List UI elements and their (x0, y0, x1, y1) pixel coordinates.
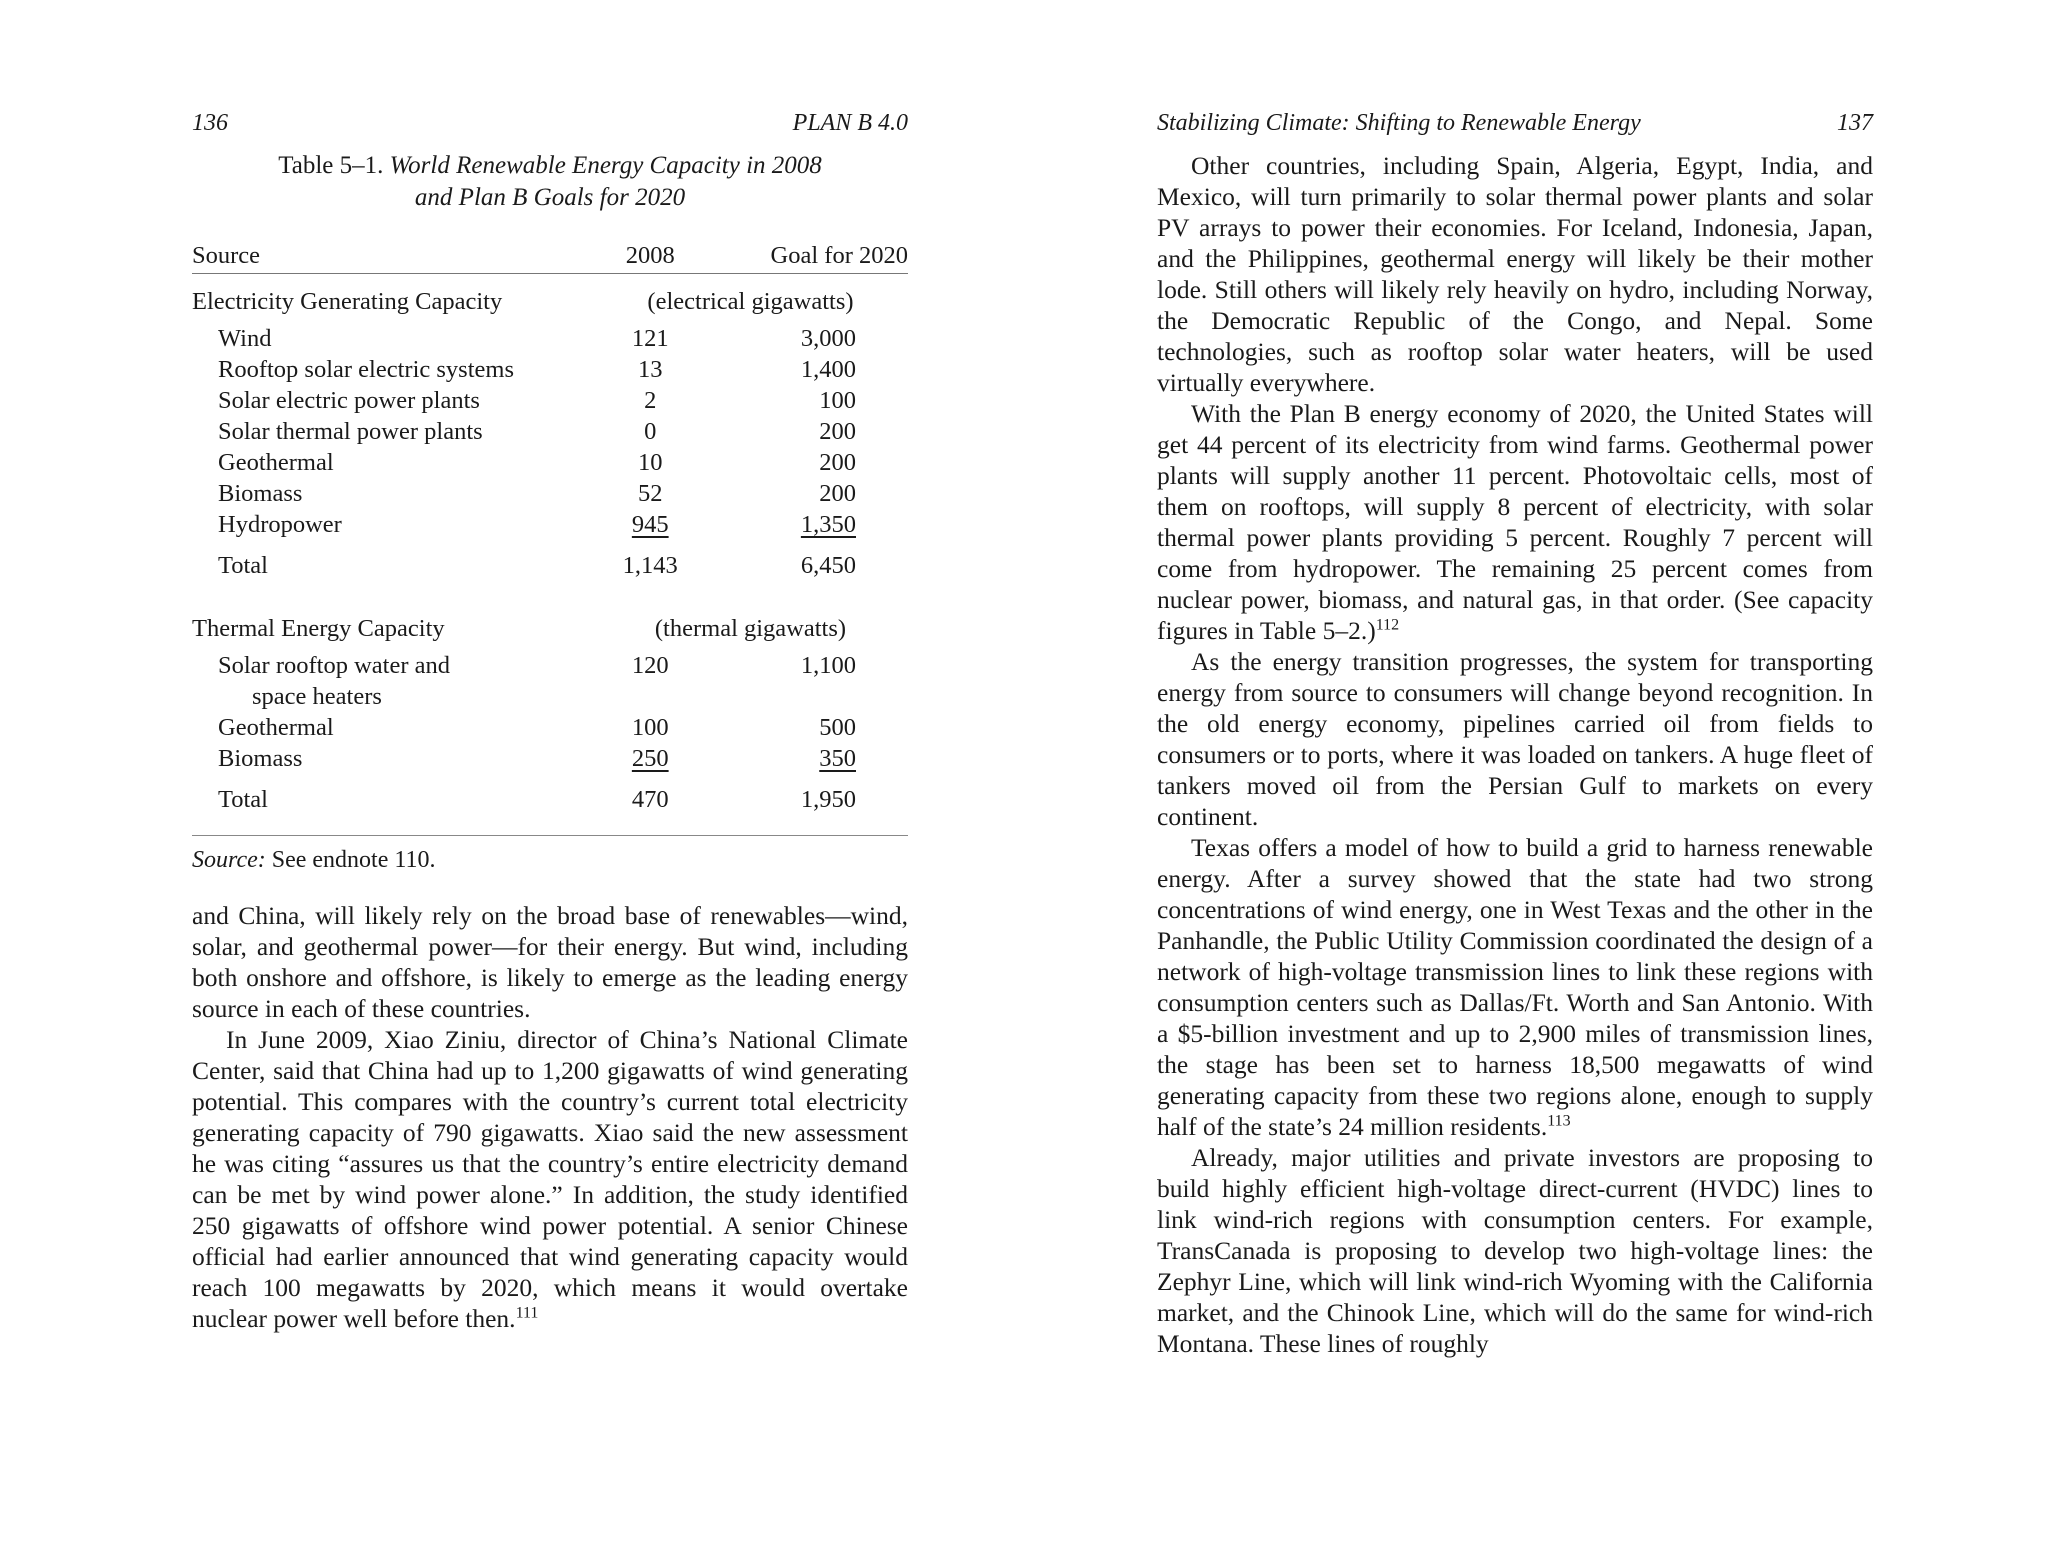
table-row (192, 650, 908, 712)
row-label (192, 650, 593, 712)
section-electricity (192, 274, 908, 324)
right-body-text (1157, 150, 1873, 1359)
total-value-2008: 1,143 (622, 552, 678, 579)
row-value-2008: 250 (631, 745, 669, 772)
paragraph: Already, major utilities and private investors are proposing to build highly efficient high-voltage direct-current (HVDC) lines to link wind-rich regions with consumption centers. For example, TransCanada is proposing to develop two high-voltage lines: the Zephyr Line, which will link wind-rich Wyoming with the California market, and the Chinook Line, which will do the same for wind-rich Montana. These lines of roughly (1157, 1143, 1873, 1358)
row-label: Rooftop solar electric systems (218, 356, 514, 383)
paragraph-text: With the Plan B energy economy of 2020, the United States will get 44 percent of its electricity from wind farms. Geothermal power plants will supply another 11 percent. Photovoltaic cells, most of them on rooftops, will supply 8 percent of electricity, with solar thermal power plants providing 5 percent. Roughly 7 percent will come from hydropower. The remaining 25 percent comes from nuclear power, biomass, and natural gas, in that order. (See capacity figures in Table 5–2.) (1157, 399, 1873, 645)
left-body-text (192, 900, 908, 1334)
row-label-line1: Solar rooftop water and (218, 652, 450, 679)
right-page (1157, 110, 1873, 1359)
row-value-goal: 350 (819, 745, 856, 772)
header-source: Source (192, 240, 593, 274)
row-label: Biomass (218, 745, 303, 772)
page-number-right: 137 (1837, 110, 1873, 136)
row-label: Geothermal (218, 449, 334, 476)
section-thermal (192, 601, 908, 650)
paragraph-text: In June 2009, Xiao Ziniu, director of China’s National Climate Center, said that China had up to 1,200 gigawatts of wind generating potential. This compares with the country’s current total electricity generating capacity of 790 gigawatts. Xiao said the new assessment he was citing “assures us that the country’s entire electricity demand can be met by wind power alone.” In addition, the study identified 250 gigawatts of offshore wind power potential. A senior Chinese official had earlier announced that wind generating capacity would reach 100 megawatts by 2020, which means it would overtake nuclear power well before then. (192, 1025, 908, 1333)
row-label: Hydropower (218, 511, 342, 538)
left-page (192, 110, 908, 1334)
table-caption-prefix: Table 5–1. (278, 152, 384, 179)
row-value-2008: 52 (637, 480, 663, 507)
table-row (192, 447, 908, 478)
right-page-header (1157, 110, 1873, 150)
table-caption-title-line2: and Plan B Goals for 2020 (414, 184, 686, 211)
table-row (192, 478, 908, 509)
row-value-2008: 13 (637, 356, 663, 383)
row-value-goal: 3,000 (800, 325, 856, 352)
row-label: Solar thermal power plants (218, 418, 483, 445)
running-head-left: PLAN B 4.0 (792, 110, 908, 136)
left-page-header (192, 110, 908, 150)
row-value-2008: 100 (631, 714, 669, 741)
row-value-2008: 2 (644, 387, 657, 414)
section-title: Thermal Energy Capacity (192, 615, 445, 642)
row-label: Wind (218, 325, 272, 352)
table-source-note (192, 835, 908, 876)
running-head-right: Stabilizing Climate: Shifting to Renewable Energy (1157, 110, 1641, 136)
row-value-2008: 121 (631, 325, 669, 352)
row-label: Geothermal (218, 714, 334, 741)
total-row (192, 774, 908, 815)
total-value-goal: 6,450 (800, 552, 856, 579)
endnote-ref: 113 (1547, 1112, 1571, 1130)
table-row (192, 712, 908, 743)
row-value-goal: 200 (819, 449, 856, 476)
table-row (192, 416, 908, 447)
row-value-2008: 120 (631, 652, 669, 679)
paragraph-text: Texas offers a model of how to build a grid to harness renewable energy. After a survey showed that the state had two strong concentrations of wind energy, one in West Texas and the other in the Panhandle, the Public Utility Commission coordinated the design of a network of high-voltage transmission lines to link these regions with consumption centers such as Dallas/Ft. Worth and San Antonio. With a $5-billion investment and up to 2,900 miles of transmission lines, the stage has been set to harness 18,500 megawatts of wind generating capacity from these two regions alone, enough to supply half of the state’s 24 million residents. (1157, 833, 1873, 1141)
row-value-goal: 200 (819, 418, 856, 445)
row-value-goal: 1,350 (800, 511, 856, 538)
endnote-ref: 112 (1375, 616, 1400, 634)
row-value-2008: 0 (644, 418, 657, 445)
table-row (192, 354, 908, 385)
total-row (192, 540, 908, 581)
table-header-row (192, 240, 908, 274)
header-goal-2020: Goal for 2020 (708, 240, 908, 274)
row-value-goal: 1,400 (800, 356, 856, 383)
source-text: See endnote 110. (265, 847, 436, 873)
paragraph: As the energy transition progresses, the system for transporting energy from source to consumers will change beyond recognition. In the old energy economy, pipelines carried oil from fields to consumers or to ports, where it was loaded on tankers. A huge fleet of tankers moved oil from the Persian Gulf to markets on every continent. (1157, 647, 1873, 831)
header-2008: 2008 (593, 240, 708, 274)
paragraph: Other countries, including Spain, Algeria, Egypt, India, and Mexico, will turn primarily to solar thermal power plants and solar PV arrays to power their economies. For Iceland, Indonesia, Japan, and the Philippines, geothermal energy will likely be their mother lode. Still others will likely rely heavily on hydro, including Norway, the Democratic Republic of the Congo, and Nepal. Some technologies, such as rooftop solar water heaters, will be used virtually everywhere. (1157, 151, 1873, 397)
total-value-goal: 1,950 (800, 786, 856, 813)
row-value-goal: 1,100 (800, 652, 856, 679)
section-title: Electricity Generating Capacity (192, 288, 503, 315)
table-row (192, 385, 908, 416)
row-value-2008: 945 (631, 511, 669, 538)
table-row (192, 743, 908, 774)
row-value-2008: 10 (637, 449, 663, 476)
endnote-ref: 111 (515, 1304, 539, 1322)
row-value-goal: 500 (819, 714, 856, 741)
paragraph (1157, 398, 1873, 646)
paragraph (192, 1024, 908, 1334)
row-label: Biomass (218, 480, 303, 507)
row-label: Solar electric power plants (218, 387, 480, 414)
table-row (192, 509, 908, 540)
table-row (192, 323, 908, 354)
paragraph (1157, 832, 1873, 1142)
paragraph: and China, will likely rely on the broad base of renewables—wind, solar, and geothermal power—for their energy. But wind, including both onshore and offshore, is likely to emerge as the leading energy source in each of these countries. (192, 901, 908, 1023)
renewable-capacity-table (192, 240, 908, 815)
table-caption (192, 150, 908, 214)
row-label-line2: space heaters (252, 683, 382, 710)
source-label: Source: (192, 847, 266, 873)
total-label: Total (218, 786, 268, 813)
total-label: Total (218, 552, 268, 579)
table-caption-title-line1: World Renewable Energy Capacity in 2008 (389, 152, 822, 179)
row-value-goal: 200 (819, 480, 856, 507)
page-number-left: 136 (192, 110, 228, 136)
row-value-goal: 100 (819, 387, 856, 414)
section-unit: (electrical gigawatts) (647, 288, 854, 315)
section-unit: (thermal gigawatts) (654, 615, 847, 642)
total-value-2008: 470 (631, 786, 669, 813)
